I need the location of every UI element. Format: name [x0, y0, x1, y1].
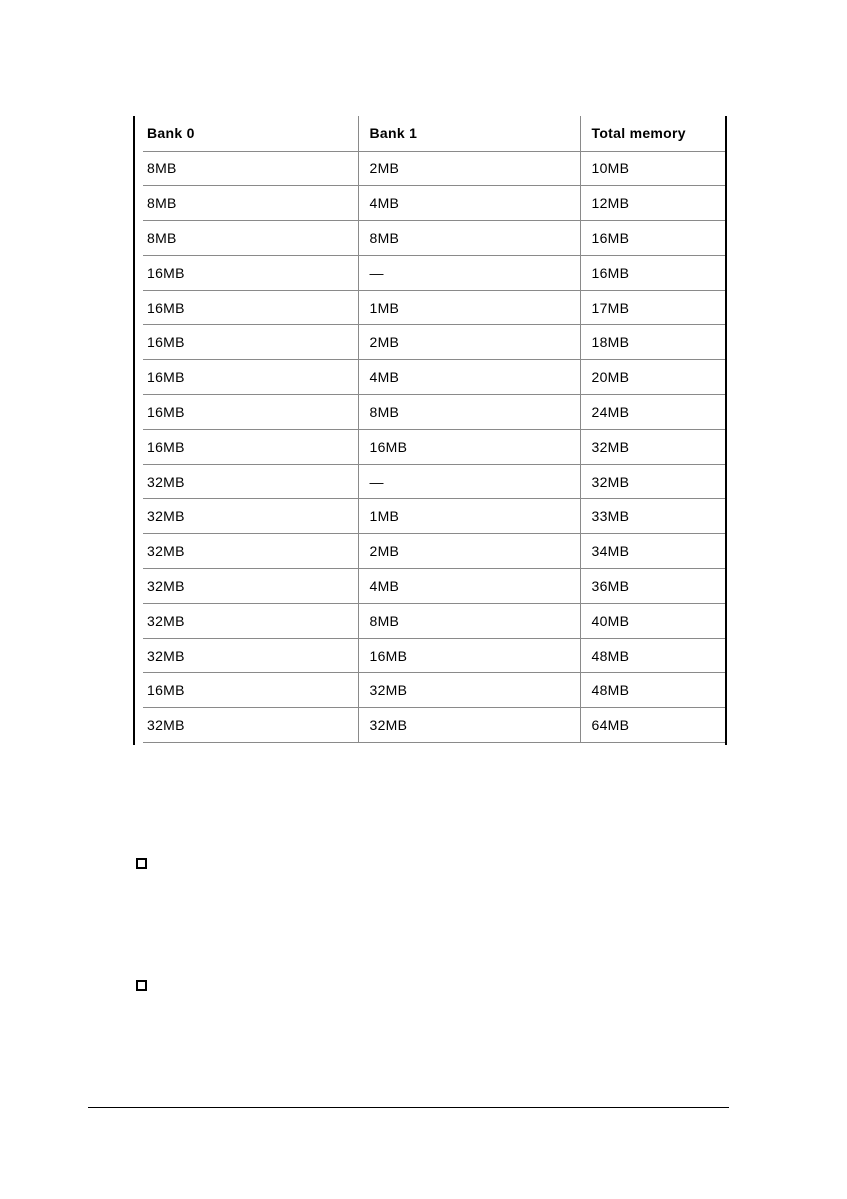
- cell-bank-0: 32MB: [143, 464, 358, 499]
- column-header-total-memory: Total memory: [580, 116, 725, 151]
- cell-bank-1: 4MB: [358, 569, 580, 604]
- cell-bank-0: 32MB: [143, 638, 358, 673]
- cell-bank-1: 32MB: [358, 673, 580, 708]
- cell-total-memory: 36MB: [580, 569, 725, 604]
- table-row: [143, 708, 725, 743]
- cell-bank-0: 8MB: [143, 151, 358, 186]
- cell-bank-1: 1MB: [358, 290, 580, 325]
- cell-bank-0: 8MB: [143, 186, 358, 221]
- cell-bank-1: —: [358, 255, 580, 290]
- cell-bank-1: 2MB: [358, 325, 580, 360]
- table-row: [143, 673, 725, 708]
- cell-total-memory: 32MB: [580, 464, 725, 499]
- cell-bank-0: 16MB: [143, 360, 358, 395]
- cell-bank-1: 8MB: [358, 221, 580, 256]
- memory-configuration-table: [143, 116, 725, 743]
- cell-total-memory: 17MB: [580, 290, 725, 325]
- cell-bank-1: 2MB: [358, 151, 580, 186]
- cell-total-memory: 64MB: [580, 708, 725, 743]
- cell-bank-0: 32MB: [143, 708, 358, 743]
- table-header-row: [143, 116, 725, 151]
- cell-bank-1: 4MB: [358, 186, 580, 221]
- table-row: [143, 360, 725, 395]
- cell-total-memory: 48MB: [580, 638, 725, 673]
- cell-total-memory: 16MB: [580, 255, 725, 290]
- table-row: [143, 464, 725, 499]
- table-row: [143, 290, 725, 325]
- cell-total-memory: 40MB: [580, 603, 725, 638]
- table-row: [143, 638, 725, 673]
- cell-total-memory: 16MB: [580, 221, 725, 256]
- table-row: [143, 221, 725, 256]
- cell-bank-0: 16MB: [143, 673, 358, 708]
- table-row: [143, 534, 725, 569]
- column-header-bank-0: Bank 0: [143, 116, 358, 151]
- cell-bank-0: 16MB: [143, 255, 358, 290]
- cell-bank-1: 2MB: [358, 534, 580, 569]
- table-body: [143, 151, 725, 743]
- table-row: [143, 325, 725, 360]
- table-row: [143, 429, 725, 464]
- cell-total-memory: 34MB: [580, 534, 725, 569]
- cell-bank-0: 16MB: [143, 325, 358, 360]
- cell-total-memory: 10MB: [580, 151, 725, 186]
- cell-bank-0: 32MB: [143, 534, 358, 569]
- table-row: [143, 569, 725, 604]
- cell-bank-0: 16MB: [143, 290, 358, 325]
- cell-bank-1: 16MB: [358, 429, 580, 464]
- cell-total-memory: 20MB: [580, 360, 725, 395]
- cell-bank-1: 4MB: [358, 360, 580, 395]
- cell-bank-0: 32MB: [143, 499, 358, 534]
- cell-bank-1: 8MB: [358, 603, 580, 638]
- column-header-bank-1: Bank 1: [358, 116, 580, 151]
- cell-bank-0: 32MB: [143, 569, 358, 604]
- cell-bank-0: 16MB: [143, 395, 358, 430]
- table-row: [143, 255, 725, 290]
- cell-total-memory: 32MB: [580, 429, 725, 464]
- cell-bank-0: 8MB: [143, 221, 358, 256]
- cell-bank-1: 16MB: [358, 638, 580, 673]
- table-row: [143, 603, 725, 638]
- cell-bank-0: 16MB: [143, 429, 358, 464]
- cell-bank-0: 32MB: [143, 603, 358, 638]
- footer-divider: [88, 1107, 729, 1108]
- cell-total-memory: 24MB: [580, 395, 725, 430]
- checkbox-icon[interactable]: [136, 858, 147, 869]
- table-row: [143, 395, 725, 430]
- memory-table-frame: [133, 116, 727, 745]
- cell-total-memory: 18MB: [580, 325, 725, 360]
- table-row: [143, 186, 725, 221]
- checkbox-icon[interactable]: [136, 980, 147, 991]
- cell-total-memory: 12MB: [580, 186, 725, 221]
- table-row: [143, 499, 725, 534]
- cell-bank-1: 32MB: [358, 708, 580, 743]
- cell-total-memory: 48MB: [580, 673, 725, 708]
- cell-bank-1: 1MB: [358, 499, 580, 534]
- cell-total-memory: 33MB: [580, 499, 725, 534]
- cell-bank-1: 8MB: [358, 395, 580, 430]
- table-row: [143, 151, 725, 186]
- cell-bank-1: —: [358, 464, 580, 499]
